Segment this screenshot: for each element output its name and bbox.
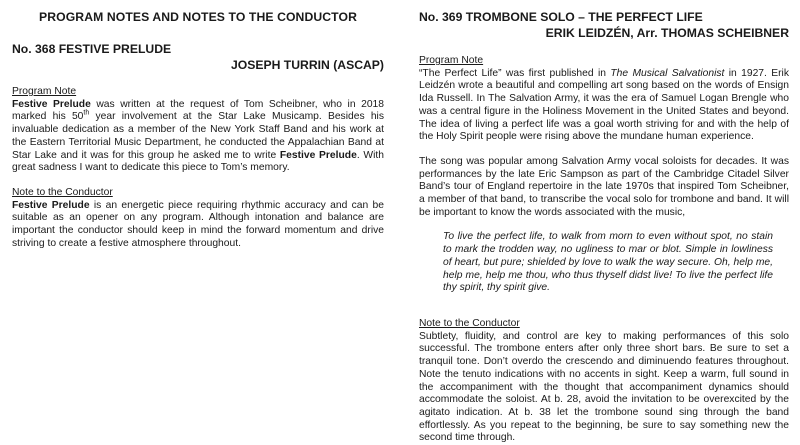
conductor-note-section-369 bbox=[419, 318, 789, 445]
program-note-text bbox=[12, 99, 384, 175]
bold-title: Festive Prelude bbox=[12, 199, 90, 211]
text-span: “The Perfect Life” was first published in bbox=[419, 67, 611, 79]
program-note-section-368 bbox=[12, 86, 384, 175]
piece-title-369: No. 369 TROMBONE SOLO – THE PERFECT LIFE bbox=[419, 10, 703, 24]
composer-leidzen: ERIK LEIDZÉN, Arr. THOMAS SCHEIBNER bbox=[545, 26, 789, 40]
program-note-paragraph-2: The song was popular among Salvation Army vocal soloists for decades. It was performances by the late Eric Sampson as part of the Cambridge Citadel Silver Band’s tour of England repertoire in the late 1970s that inspired Tom Scheibner, a member of that band, to transcribe the vocal solo for trombone and band. It will be important to know the words associated with the music, bbox=[419, 155, 789, 218]
piece-title-368: No. 368 FESTIVE PRELUDE bbox=[12, 42, 172, 56]
conductor-note-text: Subtlety, fluidity, and control are key to making performances of this solo successful. The trombone enters after only three short bars. Be sure to set a tranquil tone. Don’t overdo the crescendo and diminuendo features throughout. Note the tenuto indications with no accents in sight. Keep a warm, full sound in the accompaniment with the thought that accompaniment dynamics should accommodate the soloist. At b. 28, avoid the invitation to be overexcited by the agitato indication. At b. 38 let the trombone sound sing through the band effortlessly. As you repeat to the beginning, be sure to say something new the second time through. bbox=[419, 330, 789, 444]
text-span: was written at the request of Tom Scheibner, who in 2018 marked his 50 bbox=[12, 98, 384, 123]
bold-title: Festive Prelude bbox=[12, 98, 91, 110]
text-span: year involvement at the Star Lake Musicamp. Besides his invaluable dedication as a member of the New York Staff Band and his work at the Eastern Territorial Music Department, he conducted the Appalachian Band at Star Lake and it was for this group he asked me to write bbox=[12, 111, 384, 161]
page-title: PROGRAM NOTES AND NOTES TO THE CONDUCTOR bbox=[39, 10, 357, 24]
program-note-text bbox=[419, 68, 789, 144]
program-note-heading: Program Note bbox=[419, 55, 484, 66]
conductor-note-heading: Note to the Conductor bbox=[12, 187, 113, 198]
superscript: th bbox=[83, 109, 90, 117]
conductor-note-text bbox=[12, 200, 384, 251]
conductor-note-section-368 bbox=[12, 187, 384, 251]
program-note-heading: Program Note bbox=[12, 86, 77, 97]
composer-turrin: JOSEPH TURRIN (ASCAP) bbox=[230, 58, 384, 72]
text-span: is an energetic piece requiring rhythmic accuracy and can be suitable as an opener on any program. Although intonation and balance are important the conductor should keep in mind the forward momentum and drive striving to create a festive atmosphere throughout. bbox=[12, 199, 384, 249]
bold-title: Festive Prelude bbox=[279, 149, 357, 161]
program-note-section-369 bbox=[419, 55, 789, 295]
conductor-note-heading: Note to the Conductor bbox=[419, 318, 520, 329]
text-span: in 1927. Erik Leidzén wrote a beautiful and compelling art song based on the words of Ensign Ida Russell. In The Salvation Army, it was the era of Samuel Logan Brengle who was a central figure in the Holiness Movement in the United States and beyond. The idea of living a perfect life was a goal worth striving for and with the help of the Holy Spirit people were rising above the mundane human experience. bbox=[419, 67, 789, 143]
song-lyrics: To live the perfect life, to walk from morn to even without spot, no stain to mark the trodden way, no ugliness to mar or blot. Simple in lowliness of heart, but pure; shielded by love to walk the way secure. Oh, help me, help me, help me thou, who thus thyself didst live! To live the perfect life thy spirit, thy spirit give. bbox=[443, 231, 773, 294]
italic-title: The Musical Salvationist bbox=[610, 67, 725, 79]
text-span: . With great sadness I want to dedicate this piece to Tom’s memory. bbox=[12, 149, 384, 174]
